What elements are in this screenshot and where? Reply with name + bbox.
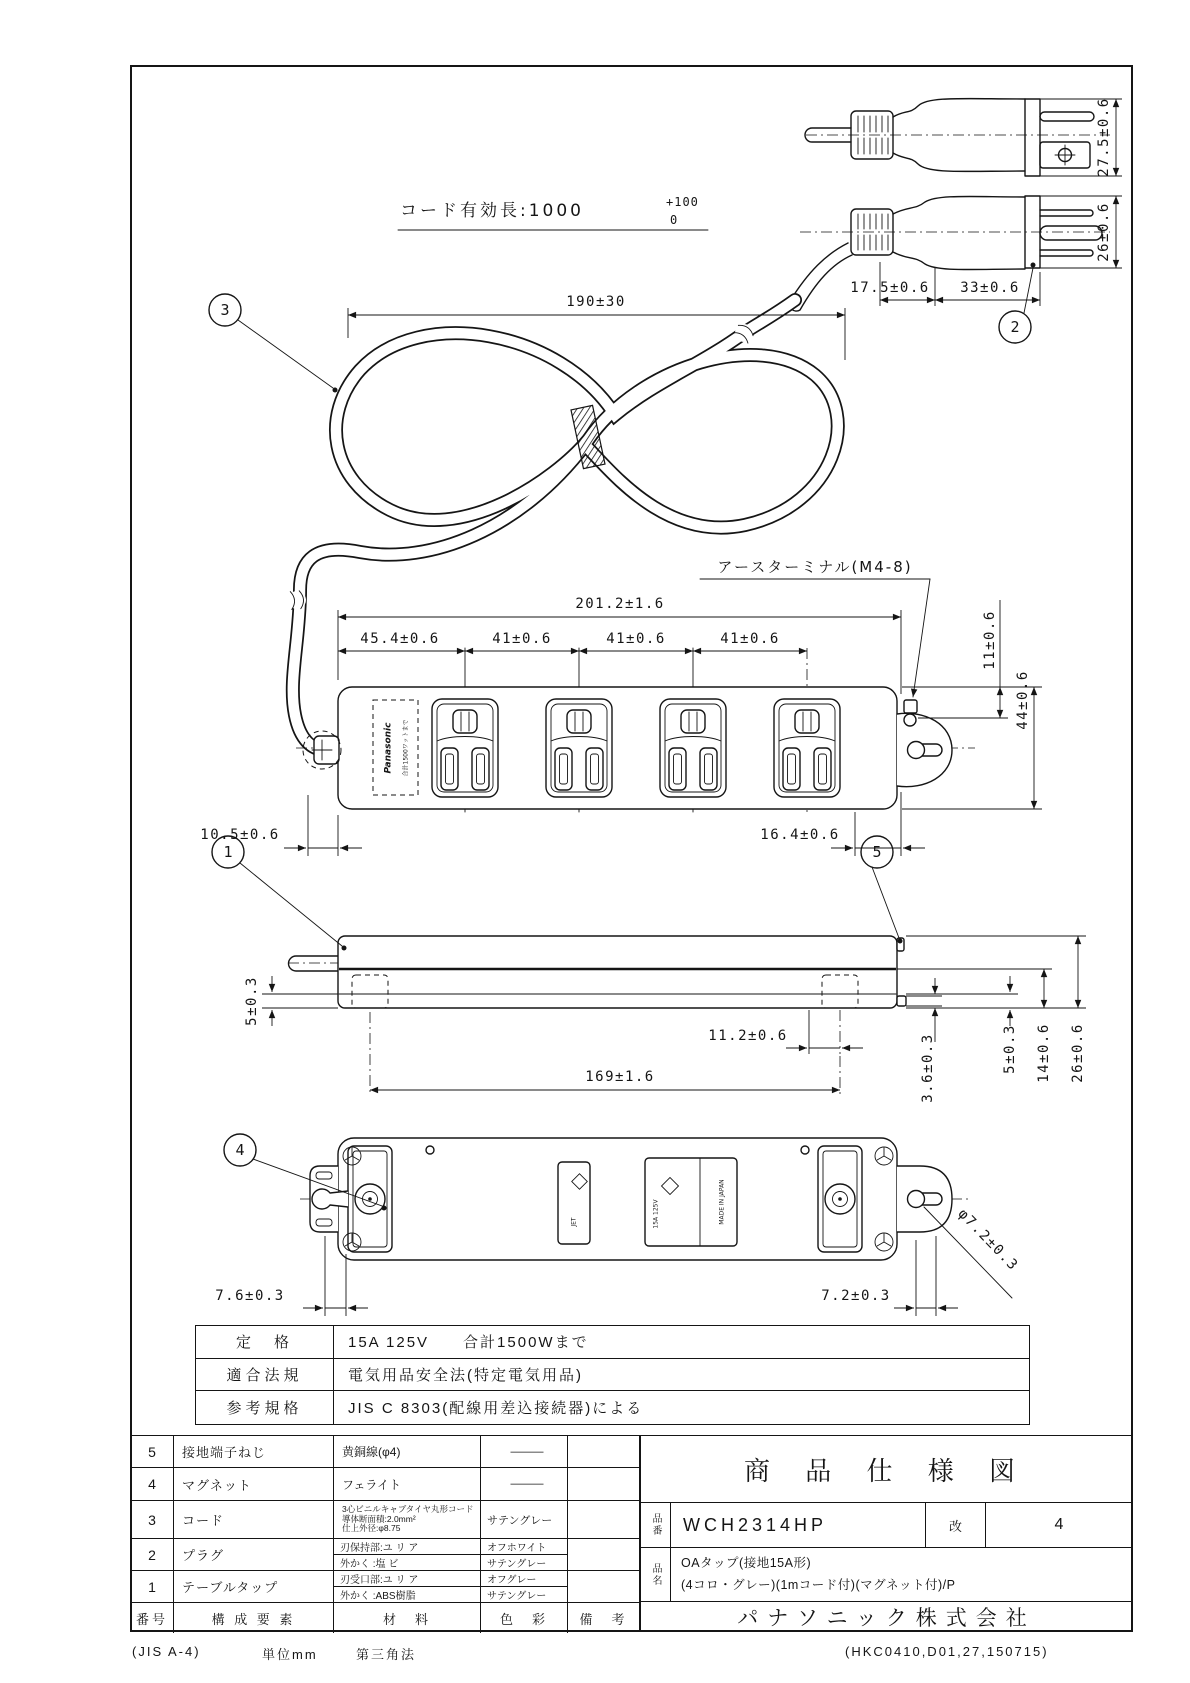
part-number-row xyxy=(641,1503,1132,1548)
spec-label: 定 格 xyxy=(196,1326,334,1359)
revision-label: 改 xyxy=(926,1503,986,1547)
dim-plug-height-bottom: 26±0.6 xyxy=(1096,202,1112,262)
spec-label: 適合法規 xyxy=(196,1359,334,1392)
callout-4: 4 xyxy=(235,1141,245,1159)
plug-bottom-view xyxy=(789,196,1110,311)
part-component: コード xyxy=(174,1501,334,1539)
part-material-color-split xyxy=(334,1571,568,1603)
sub-material: 刃保持部:ユ リ ア xyxy=(334,1539,481,1555)
part-number: WCH2314HP xyxy=(671,1503,926,1547)
dim-earth-offset: 11±0.6 xyxy=(982,610,998,670)
sub-color: オフグレー xyxy=(481,1571,568,1587)
strip-brand-label: Panasonic xyxy=(383,722,394,774)
part-no: 3 xyxy=(131,1501,174,1539)
part-color: ——— xyxy=(481,1436,568,1468)
dim-body-length: 201.2±1.6 xyxy=(575,596,665,612)
spec-row-standard xyxy=(196,1391,1029,1424)
spec-row-law xyxy=(196,1359,1029,1392)
part-note xyxy=(568,1436,639,1468)
dim-outlet-pitch-1: 41±0.6 xyxy=(492,631,552,647)
parts-table xyxy=(130,1435,640,1632)
part-component: 接地端子ねじ xyxy=(174,1436,334,1468)
header-no: 番号 xyxy=(131,1603,174,1633)
dim-foot-height-left: 5±0.3 xyxy=(244,976,260,1026)
spec-value: 15A 125V 合計1500Wまで xyxy=(334,1326,1029,1359)
strip-bottom-view xyxy=(224,1134,968,1260)
sub-material: 外かく :ABS樹脂 xyxy=(334,1587,481,1602)
dim-plug-height-side: 27.5±0.6 xyxy=(1096,97,1112,177)
part-no: 5 xyxy=(131,1436,174,1468)
spec-value: JIS C 8303(配線用差込接続器)による xyxy=(348,1400,644,1418)
callout-3: 3 xyxy=(220,301,230,319)
part-component: テーブルタップ xyxy=(174,1571,334,1603)
strip-side-view xyxy=(212,836,906,1008)
dim-magnet-inset: 11.2±0.6 xyxy=(708,1028,788,1044)
dim-outlet-pitch-2: 41±0.6 xyxy=(606,631,666,647)
spec-label: 参考規格 xyxy=(196,1391,334,1424)
dim-total-height: 26±0.6 xyxy=(1070,1023,1086,1083)
spec-row-rating xyxy=(196,1326,1029,1359)
material-line-1: 3心ビニルキャブタイヤ丸形コード xyxy=(342,1503,474,1514)
part-note xyxy=(568,1539,639,1571)
part-color: ——— xyxy=(481,1468,568,1501)
header-material: 材 料 xyxy=(334,1603,481,1633)
company-name: パナソニック株式会社 xyxy=(737,1607,1036,1630)
callout-5: 5 xyxy=(872,843,882,861)
material-line-3: 仕上外径:φ8.75 xyxy=(342,1523,401,1534)
part-note xyxy=(568,1571,639,1603)
dim-tab-offset: 16.4±0.6 xyxy=(760,827,840,843)
dim-cord-offset: 10.5±0.6 xyxy=(200,827,280,843)
part-material: フェライト xyxy=(334,1468,481,1501)
part-no-label: 品番 xyxy=(641,1503,671,1547)
dim-tab-thickness: 3.6±0.3 xyxy=(920,1033,936,1103)
dim-cord-bundle: 190±30 xyxy=(566,294,626,310)
dim-lower-height: 14±0.6 xyxy=(1036,1023,1052,1083)
part-material-color-split xyxy=(334,1539,568,1571)
dim-magnet-edge-left: 7.6±0.3 xyxy=(215,1288,285,1304)
callout-1: 1 xyxy=(223,843,233,861)
footer-doc-number: (HKC0410,D01,27,150715) xyxy=(845,1644,1049,1659)
dim-plug-boot: 17.5±0.6 xyxy=(850,280,930,296)
spec-value: 電気用品安全法(特定電気用品) xyxy=(334,1359,1029,1392)
part-color: サテングレー xyxy=(481,1501,568,1539)
spec-table xyxy=(195,1325,1030,1425)
dim-foot-height-right: 5±0.3 xyxy=(1002,1024,1018,1074)
cord-length-label: コード有効長:1000 xyxy=(400,201,584,221)
parts-row-2 xyxy=(131,1539,639,1571)
cert-label-jet: JET xyxy=(570,1217,578,1227)
header-color: 色 彩 xyxy=(481,1603,568,1633)
header-note: 備 考 xyxy=(579,1611,628,1627)
product-name-row xyxy=(641,1548,1132,1602)
product-name xyxy=(671,1548,1132,1601)
title-block xyxy=(640,1435,1133,1632)
cert-label-rating: 15A 125V xyxy=(652,1199,660,1229)
parts-row-5 xyxy=(131,1436,639,1468)
drawing-title: 商 品 仕 様 図 xyxy=(641,1436,1132,1503)
parts-row-3 xyxy=(131,1501,639,1539)
part-material: 黄銅線(φ4) xyxy=(334,1436,481,1468)
sub-color: サテングレー xyxy=(487,1590,547,1602)
footer-unit: 単位mm xyxy=(262,1647,318,1662)
part-no: 4 xyxy=(131,1468,174,1501)
footer-paper-size: (JIS A-4) xyxy=(132,1644,201,1659)
sub-color: サテングレー xyxy=(487,1558,547,1570)
dim-outlet-first: 45.4±0.6 xyxy=(360,631,440,647)
sub-color: オフホワイト xyxy=(481,1539,568,1555)
dim-plug-body: 33±0.6 xyxy=(960,280,1020,296)
dim-magnet-edge-right: 7.2±0.3 xyxy=(821,1288,891,1304)
dim-body-width: 44±0.6 xyxy=(1015,670,1031,730)
callout-2: 2 xyxy=(1010,318,1020,336)
material-line-2: 導体断面積:2.0mm² xyxy=(342,1513,416,1524)
earth-terminal-label: アースターミナル(M4-8) xyxy=(717,558,913,576)
part-note xyxy=(568,1468,639,1501)
plug-side-view xyxy=(805,99,1110,176)
strip-top-view xyxy=(296,648,975,812)
dim-outlet-pitch-3: 41±0.6 xyxy=(720,631,780,647)
part-component: マグネット xyxy=(174,1468,334,1501)
cord-length-note xyxy=(398,195,708,230)
strip-rating-label: 合計1500ワットまで xyxy=(402,719,410,777)
parts-row-1 xyxy=(131,1571,639,1603)
part-component: プラグ xyxy=(174,1539,334,1571)
part-no: 2 xyxy=(131,1539,174,1571)
product-name-label: 品名 xyxy=(641,1548,671,1601)
cord-tol-minus: 0 xyxy=(670,213,679,227)
parts-row-4 xyxy=(131,1468,639,1501)
cord-loop xyxy=(209,294,845,750)
footer-projection: 第三角法 xyxy=(356,1647,417,1662)
parts-header-row xyxy=(131,1603,639,1633)
product-name-line1: OAタップ(接地15A形) xyxy=(681,1556,812,1571)
part-note xyxy=(568,1501,639,1539)
header-component: 構 成 要 素 xyxy=(174,1603,334,1633)
cord-tol-plus: +100 xyxy=(666,195,699,209)
part-material xyxy=(334,1501,481,1539)
cert-label-origin: MADE IN JAPAN xyxy=(718,1179,726,1225)
product-name-line2: (4コロ・グレー)(1mコード付)(マグネット付)/P xyxy=(681,1577,956,1592)
dim-keyhole-dia: φ7.2±0.3 xyxy=(954,1205,1022,1275)
plug-dimensions xyxy=(850,97,1122,343)
earth-terminal-note xyxy=(700,558,930,697)
part-no: 1 xyxy=(131,1571,174,1603)
sub-material: 外かく :塩 ビ xyxy=(334,1555,481,1570)
dim-magnet-span: 169±1.6 xyxy=(585,1069,655,1085)
sub-material: 刃受口部:ユ リ ア xyxy=(334,1571,481,1587)
revision-number: 4 xyxy=(1054,1516,1064,1533)
